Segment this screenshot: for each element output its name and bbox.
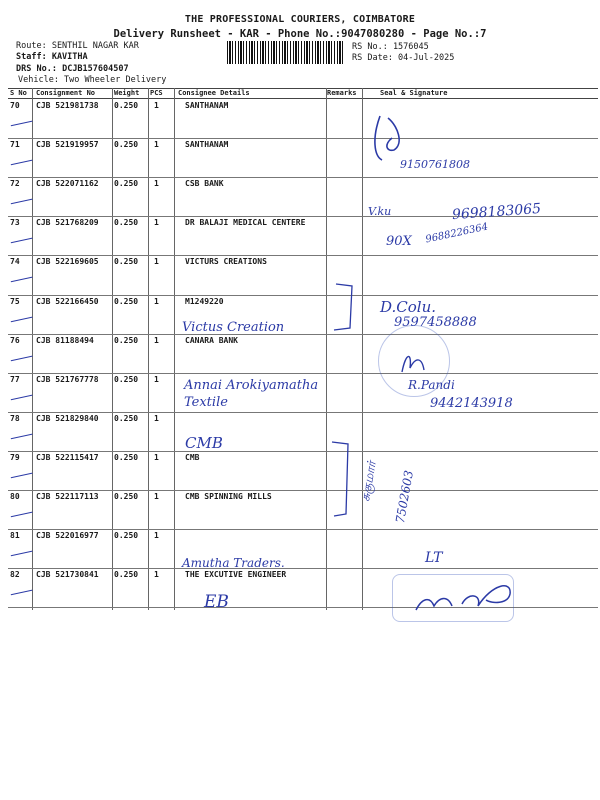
row-divider xyxy=(8,177,598,178)
row-sno: 82 xyxy=(10,570,20,580)
row-pcs: 1 xyxy=(154,413,159,423)
annai-line-2: Textile xyxy=(184,395,228,410)
eb-handwritten: EB xyxy=(204,592,229,612)
row-weight: 0.250 xyxy=(114,413,139,423)
row-consignment-no: CJB 521730841 xyxy=(36,570,99,580)
bracket-79-80 xyxy=(328,440,354,520)
row-divider xyxy=(8,529,598,530)
row-sno: 70 xyxy=(10,101,20,110)
row-consignment-no: CJB 81188494 xyxy=(36,335,94,345)
row-pcs: 1 xyxy=(154,570,159,580)
row-weight: 0.250 xyxy=(114,531,139,541)
row-sno: 76 xyxy=(10,335,20,345)
victus-name: V.ku xyxy=(368,205,392,218)
row-pcs: 1 xyxy=(154,257,159,267)
company-name: THE PROFESSIONAL COURIERS, COIMBATORE xyxy=(184,14,416,25)
row-weight: 0.250 xyxy=(114,335,139,345)
row-consignment-no: CJB 522115417 xyxy=(36,452,99,462)
rs-date: RS Date: 04-Jul-2025 xyxy=(352,53,455,63)
sig-phone-70: 9150761808 xyxy=(400,158,470,171)
row-divider xyxy=(8,373,598,374)
row-weight: 0.250 xyxy=(114,452,139,462)
row-consignment-no: CJB 522169605 xyxy=(36,257,99,267)
row-sno: 74 xyxy=(10,257,20,267)
annai-line-1: Annai Arokiyamatha xyxy=(184,378,319,393)
col-seal-signature: Seal & Signature xyxy=(380,89,448,97)
signature-75: D.Colu. xyxy=(380,298,436,316)
row-divider xyxy=(8,451,598,452)
phone-75: 9597458888 xyxy=(394,315,477,330)
row-pcs: 1 xyxy=(154,101,159,110)
drs-value: DCJB157604507 xyxy=(62,64,129,74)
row-pcs: 1 xyxy=(154,492,159,501)
row-sno: 81 xyxy=(10,531,20,541)
row-pcs: 1 xyxy=(154,335,159,345)
row-tick-mark xyxy=(10,271,33,282)
row-consignee: CMB SPINNING MILLS xyxy=(185,492,272,501)
row-weight: 0.250 xyxy=(114,257,139,267)
row-tick-mark xyxy=(10,115,33,126)
row-pcs: 1 xyxy=(154,296,159,306)
row-weight: 0.250 xyxy=(114,101,139,110)
row-tick-mark xyxy=(10,154,33,165)
rs-number: RS No.: 1576045 xyxy=(352,42,429,52)
initials-73: 90X xyxy=(386,234,412,249)
row-consignment-no: CJB 521919957 xyxy=(36,140,99,150)
row-pcs: 1 xyxy=(154,452,159,462)
row-sno: 79 xyxy=(10,452,20,462)
row-consignee: CMB xyxy=(185,452,200,462)
victors-creation: Victus Creation xyxy=(182,320,285,335)
row-consignee: VICTURS CREATIONS xyxy=(185,257,267,267)
row-consignee: SANTHANAM xyxy=(185,140,229,150)
row-divider xyxy=(8,295,598,296)
barcode xyxy=(227,41,345,64)
runsheet-subtitle: Delivery Runsheet - KAR - Phone No.:9047080280 - Page No.:7 xyxy=(113,28,487,40)
phone-77: 9442143918 xyxy=(430,396,513,411)
vehicle-label: Vehicle: Two Wheeler Delivery xyxy=(18,75,167,85)
cmb-handwritten: CMB xyxy=(185,434,223,452)
col-consignment: Consignment No xyxy=(36,89,96,97)
row-sno: 71 xyxy=(10,140,20,150)
row-divider xyxy=(8,490,598,491)
col-weight: Weight xyxy=(114,89,140,97)
row-tick-mark xyxy=(10,349,33,360)
vertical-phone-mark: சுகுமார் xyxy=(358,459,379,503)
row-sno: 73 xyxy=(10,218,20,228)
row-sno: 72 xyxy=(10,179,20,189)
row-pcs: 1 xyxy=(154,531,159,541)
row-weight: 0.250 xyxy=(114,218,139,228)
amutha-traders: Amutha Traders. xyxy=(182,556,285,570)
row-weight: 0.250 xyxy=(114,374,139,384)
row-weight: 0.250 xyxy=(114,179,139,189)
row-sno: 75 xyxy=(10,296,20,306)
staff-label: Staff: KAVITHA xyxy=(16,52,88,62)
row-weight: 0.250 xyxy=(114,570,139,580)
victus-phone-1: 9698183065 xyxy=(451,200,542,224)
row-consignee: DR BALAJI MEDICAL CENTERE xyxy=(185,218,306,228)
row-sno: 77 xyxy=(10,374,20,384)
row-pcs: 1 xyxy=(154,179,159,189)
row-tick-mark xyxy=(10,428,33,439)
row-tick-mark xyxy=(10,506,33,517)
row-pcs: 1 xyxy=(154,140,159,150)
row-tick-mark xyxy=(10,584,33,595)
row-consignment-no: CJB 521829840 xyxy=(36,413,99,423)
row-tick-mark xyxy=(10,193,33,204)
row-consignment-no: CJB 522016977 xyxy=(36,531,99,541)
route-label: Route: SENTHIL NAGAR KAR xyxy=(16,41,139,51)
col-pcs: PCS xyxy=(150,89,163,97)
row-sno: 80 xyxy=(10,492,20,501)
row-pcs: 1 xyxy=(154,374,159,384)
row-consignment-no: CJB 522166450 xyxy=(36,296,99,306)
row-weight: 0.250 xyxy=(114,140,139,150)
row-consignment-no: CJB 521767778 xyxy=(36,374,99,384)
col-sno: S No xyxy=(10,89,27,97)
row-tick-mark xyxy=(10,467,33,478)
row-divider xyxy=(8,412,598,413)
row-consignee: THE EXCUTIVE ENGINEER xyxy=(185,570,287,580)
row-divider xyxy=(8,138,598,139)
row-consignee: SANTHANAM xyxy=(185,101,229,110)
drs-number xyxy=(16,64,129,75)
row-consignee: M1249220 xyxy=(185,296,224,306)
r-pandian: R.Pandi xyxy=(408,378,455,392)
row-consignee: CANARA BANK xyxy=(185,335,238,345)
row-pcs: 1 xyxy=(154,218,159,228)
row-consignment-no: CJB 521768209 xyxy=(36,218,99,228)
row-consignment-no: CJB 522071162 xyxy=(36,179,99,189)
row-consignee: CSB BANK xyxy=(185,179,224,189)
row-consignment-no: CJB 522117113 xyxy=(36,492,99,501)
col-remarks: Remarks xyxy=(327,89,357,97)
row-sno: 78 xyxy=(10,413,20,423)
phone-vertical: 7502603 xyxy=(393,469,417,525)
victus-phone-2: 9688226364 xyxy=(424,221,490,246)
row-tick-mark xyxy=(10,310,33,321)
row-consignment-no: CJB 521981738 xyxy=(36,101,99,110)
row-divider xyxy=(8,334,598,335)
row-weight: 0.250 xyxy=(114,492,139,501)
lt-initials: LT xyxy=(425,550,443,566)
row-tick-mark xyxy=(10,545,33,556)
col-consignee: Consignee Details xyxy=(178,89,250,97)
runsheet-table xyxy=(8,88,598,610)
signature-82 xyxy=(412,570,522,620)
row-tick-mark xyxy=(10,388,33,399)
bracket-74-75 xyxy=(330,282,360,334)
drs-label: DRS No.: xyxy=(16,64,57,74)
row-tick-mark xyxy=(10,232,33,243)
signature-76 xyxy=(398,348,428,378)
row-weight: 0.250 xyxy=(114,296,139,306)
row-divider xyxy=(8,255,598,256)
